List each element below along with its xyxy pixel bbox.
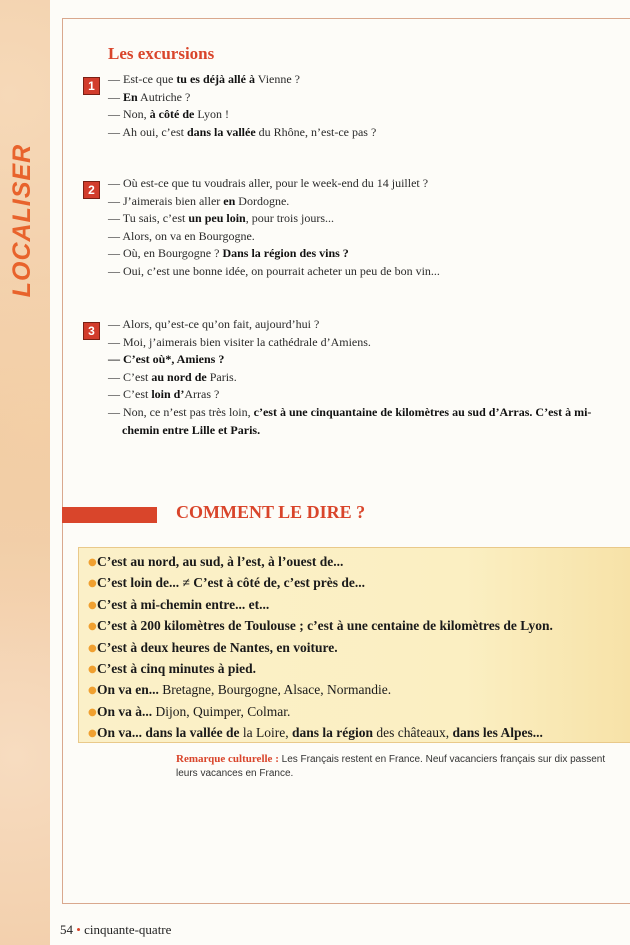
expression-item [88,723,553,744]
bullet-icon: ● [88,599,97,611]
text-segment: — Est-ce que [108,72,177,86]
text-segment: Vienne ? [254,72,301,86]
bullet-icon: ● [88,664,97,676]
dialog-line [108,71,623,89]
text-segment: Paris. [206,369,237,384]
bold-segment: dans la vallée [187,124,256,139]
page-words: cinquante-quatre [84,922,172,937]
dialog-line [108,210,623,228]
text-segment: — C’est [108,387,152,402]
expression-item [88,595,553,616]
bold-segment: loin d’ [151,387,185,402]
dialog-1 [108,71,623,141]
expression-item [88,659,553,680]
text-segment: Arras ? [184,387,220,402]
bold-segment: Dans la région des vins ? [222,246,349,261]
dialog-line [108,334,623,352]
bold-segment: On va en... [97,682,159,698]
expression-item [88,616,553,637]
dialog-line [108,386,623,404]
bold-segment: C’est à 200 kilomètres de Toulouse ; c’est à une centaine de kilomètres de Lyon. [97,618,553,634]
text-segment: Dordogne. [235,193,290,208]
dialog-line [108,124,623,142]
remark-label: Remarque culturelle : [176,753,279,765]
bold-segment: dans la région [292,725,374,741]
bold-segment: On va à... [97,703,153,719]
bold-segment: c’est à une cinquantaine de kilomètres au sud d’Arras. C’est à mi-chemin entre Lille et Paris. [122,404,592,437]
bold-segment: tu es déjà allé à [176,72,255,86]
text-segment: , pour trois jours... [245,211,335,226]
dialog-number-3: 3 [83,322,100,340]
side-label [4,120,42,320]
dialog-number-1: 1 [83,77,100,95]
bold-segment: un peu loin [188,211,246,226]
page-number: 54 [60,922,73,937]
text-segment: Autriche ? [137,89,191,104]
expression-item [88,638,553,659]
bullet-icon: ● [88,578,97,590]
bold-segment: En [123,89,138,104]
text-segment: — Alors, on va en Bourgogne. [108,228,255,243]
dialog-line [108,369,623,387]
cultural-remark [176,752,616,781]
bullet-icon: ● [88,728,97,740]
bullet-icon: ● [88,685,97,697]
bullet-icon: ● [88,706,97,718]
bullet-icon: ● [88,557,97,568]
text-segment: Lyon ! [194,107,229,122]
text-segment: — Moi, j’aimerais bien visiter la cathédrale d’Amiens. [108,334,371,349]
text-segment: — C’est [108,369,152,384]
expression-item [88,702,553,723]
section-title: Les excursions [108,44,215,63]
comment-accent-bar [62,507,157,523]
dialog-line [108,351,623,369]
text-segment: — Non, [108,107,150,122]
dialog-line [108,193,623,211]
bold-segment: C’est à deux heures de Nantes, en voiture. [97,639,338,655]
text-segment: des châteaux, [373,725,453,741]
dialog-line [108,106,623,124]
dialog-line [108,89,623,107]
text-segment: — Où, en Bourgogne ? [108,246,223,261]
bold-segment: au nord de [151,369,207,384]
expressions-list [88,552,553,745]
comment-title: COMMENT LE DIRE ? [176,502,366,522]
bold-segment: C’est à mi-chemin entre... et... [97,596,270,612]
text-segment: Bretagne, Bourgogne, Alsace, Normandie. [158,682,392,698]
bullet-icon: ● [88,642,97,654]
text-segment: — [108,89,123,104]
bold-segment: C’est au nord, au sud, à l’est, à l’ouest de... [97,554,344,569]
dialog-3 [108,316,623,439]
expression-item [88,680,553,701]
bold-segment: On va... dans la vallée de [97,725,240,741]
text-segment: — Non, ce n’est pas très loin, [108,404,254,419]
text-segment: — J’aimerais bien aller [108,193,224,208]
dialog-line [108,228,623,246]
dialog-line [108,263,623,281]
side-label-text: LOCALISER [8,143,37,297]
bold-segment: — C’est où*, Amiens ? [108,352,225,367]
bold-segment: à côté de [149,107,195,122]
dialog-number-2: 2 [83,181,100,199]
footer-bullet-icon: • [76,922,81,937]
text-segment: — Ah oui, c’est [108,124,187,139]
dialog-line [108,245,623,263]
text-segment: — Tu sais, c’est [108,211,189,226]
dialog-2 [108,175,623,281]
expression-item [88,552,553,573]
bullet-icon: ● [88,621,97,633]
text-segment: Dijon, Quimper, Colmar. [152,703,291,719]
dialog-line [108,316,623,334]
dialog-line [108,404,623,439]
bold-segment: C’est à cinq minutes à pied. [97,661,257,677]
dialog-line [108,175,623,193]
bold-segment: dans les Alpes... [452,725,543,741]
text-segment: du Rhône, n’est-ce pas ? [255,124,377,139]
bold-segment: en [223,193,236,208]
text-segment: la Loire, [239,725,292,741]
bold-segment: C’est loin de... ≠ C’est à côté de, c’est près de... [97,575,365,591]
text-segment: — Où est-ce que tu voudrais aller, pour le week-end du 14 juillet ? [108,176,429,190]
text-segment: — Oui, c’est une bonne idée, on pourrait acheter un peu de bon vin... [108,263,440,278]
page-footer [60,922,171,938]
expression-item [88,573,553,594]
remark-text: Les Français restent en France. Neuf vacanciers français sur dix passent leurs vacances en France. [176,754,606,779]
text-segment: — Alors, qu’est-ce qu’on fait, aujourd’hui ? [108,317,320,331]
